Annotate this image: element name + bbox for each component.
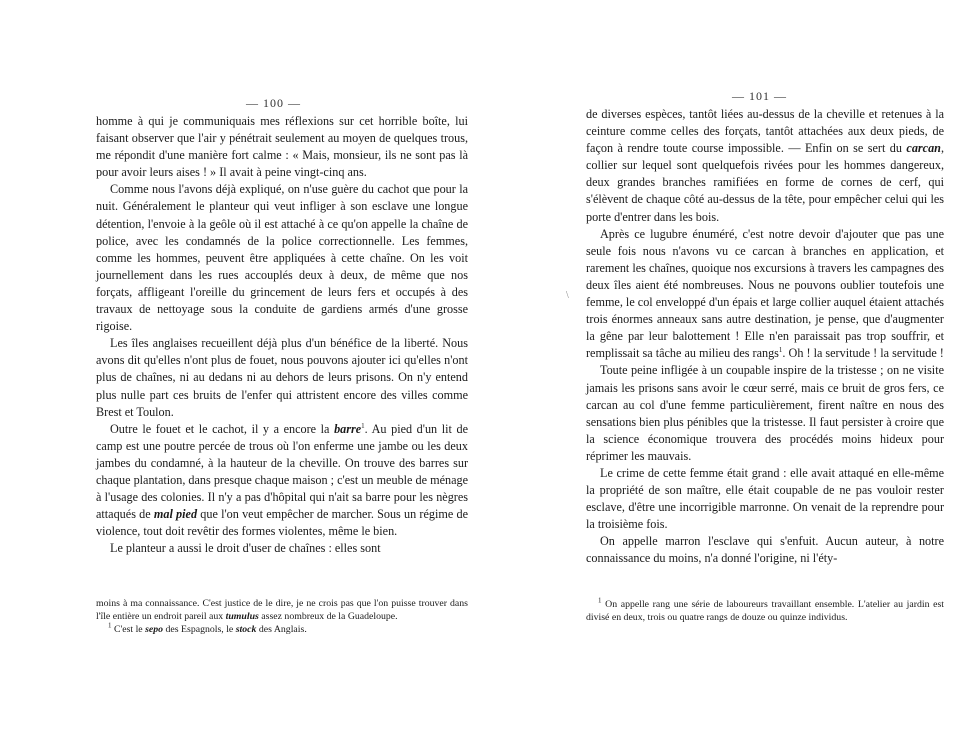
footnote-continuation: moins à ma connaissance. C'est justice de le dire, je ne crois pas que l'on puisse trouver dans l'île entière un endroit pareil aux tumulus assez nombreux de la Guadeloupe. <box>96 598 468 622</box>
page-number-left: — 100 — <box>246 96 301 110</box>
stray-mark: \ <box>566 290 569 301</box>
left-body-text <box>96 113 468 557</box>
footnote-1: $^1$ On appelle rang une série de laboureurs travaillant ensemble. L'atelier au jardin est divisé en deux, trois ou quatre rangs de douze ou quinze individus. <box>586 596 944 623</box>
paragraph: Après ce lugubre énuméré, c'est notre devoir d'ajouter que pas une seule fois nous n'avons vu ce carcan à branches en application, et rarement les chaînes, quoique nos excursions à travers les campagnes des deux îles aient été nombreuses. Nous ne pouvons oublier toutefois une femme, le col enveloppé d'un épais et large collier auquel étaient attachés trois énormes anneaux sans autre destination, je pense, que d'augmenter la gêne par leur balottement ! Elle n'en paraissait pas trop souffrir, et remplissait sa tâche au milieu des rangs$^1$. Oh ! la servitude ! la servitude ! <box>586 226 944 361</box>
right-footnotes <box>586 598 944 624</box>
right-body-text <box>586 106 944 568</box>
italic-term: carcan <box>906 141 941 156</box>
italic-term: mal pied <box>153 507 198 522</box>
left-footnotes <box>96 597 468 636</box>
paragraph: de diverses espèces, tantôt liées au-dessus de la cheville et retenues à la ceinture comme celles des forçats, tantôt attachées aux deux pieds, de façon à rendre toute course impossible. — Enfin on se sert du carcan, collier sur lequel sont quelquefois rivées pour les hommes dangereux, deux grandes branches ramifiées en forme de cornes de cerf, qui s'élèvent de chaque côté au-dessus de la tête, pour empêcher celui qui les porte d'entrer dans les bois. <box>586 107 944 224</box>
paragraph: Toute peine infligée à un coupable inspire de la tristesse ; on ne visite jamais les prisons sans avoir le cœur serré, mais ce bruit de gros fers, ce carcan au col d'une femme particulièrement, firent naître en nous des sensations bien plus pénibles que la tristesse. Il faut persister à croire que la science économique trouvera des procédés moins hideux pour réprimer les mauvais. <box>586 363 944 463</box>
paragraph: Outre le fouet et le cachot, il y a encore la barre$^1$. Au pied d'un lit de camp est une poutre percée de trous où l'on enferme une jambe ou les deux jambes du condamné, à la hauteur de la cheville. On trouve des barres sur chaque plantation, dans presque chaque maison ; c'est un meuble de ménage à l'usage des colonies. Il n'y a pas d'hôpital qui n'ait sa barre pour les nègres attaqués de mal pied que l'on veut empêcher de marcher. Sous un régime de violence, tout doit revêtir des formes violentes, même le bien. <box>96 421 468 539</box>
footnote-marker: 1 <box>361 421 365 430</box>
paragraph: Les îles anglaises recueillent déjà plus d'un bénéfice de la liberté. Nous avons dit qu'elles n'ont plus de fouet, nous pouvons ajouter ici qu'elles n'ont plus de chaînes, ni au dedans ni au dehors de leurs prisons. On n'y entend plus nulle part ces bruits de l'enfer qui attristent encore des villes comme Brest et Toulon. <box>96 336 468 419</box>
footnote-1: $^1$ C'est le sepo des Espagnols, le stock des Anglais. <box>108 621 307 635</box>
paragraph: Le planteur a aussi le droit d'user de chaînes : elles sont <box>110 541 381 556</box>
paragraph: homme à qui je communiquais mes réflexions sur cet horrible boîte, lui faisant observer que l'air y pénétrait seulement au moyen de quelques trous, me répondit d'une manière fort calme : « Mais, monsieur, ils ne sont pas là pour avoir leurs aises ! » Il avait à peine vingt-cinq ans. <box>96 114 468 180</box>
footnote-marker: 1 <box>778 346 783 355</box>
paragraph: On appelle marron l'esclave qui s'enfuit. Aucun auteur, à notre connaissance du moins, n'a donné l'origine, ni l'éty- <box>586 534 944 566</box>
paragraph: Comme nous l'avons déjà expliqué, on n'use guère du cachot que pour la nuit. Généralement le planteur qui veut infliger à son esclave une longue détention, l'envoie à la geôle où il est attaché à ce qu'on appelle la chaîne de police, avec les condamnés de la police correctionnelle. Les femmes, comme les hommes, peuvent être appliquées à cette chaîne. On les voit journellement dans les rues accouplés deux à deux, de même que nos forçats, affligeant l'oreille du grincement de leurs fers et occupés à des travaux de nettoyage sous la conduite de gardiens armés d'une grosse rigoise. <box>96 182 468 334</box>
italic-term: barre <box>334 421 362 436</box>
paragraph: Le crime de cette femme était grand : elle avait attaqué en elle-même la propriété de son maître, elle était coupable de ne pas vouloir rester esclave, d'être une incorrigible marronne. On venait de la reprendre pour la troisième fois. <box>586 465 944 532</box>
page-number-right: — 101 — <box>732 89 787 103</box>
